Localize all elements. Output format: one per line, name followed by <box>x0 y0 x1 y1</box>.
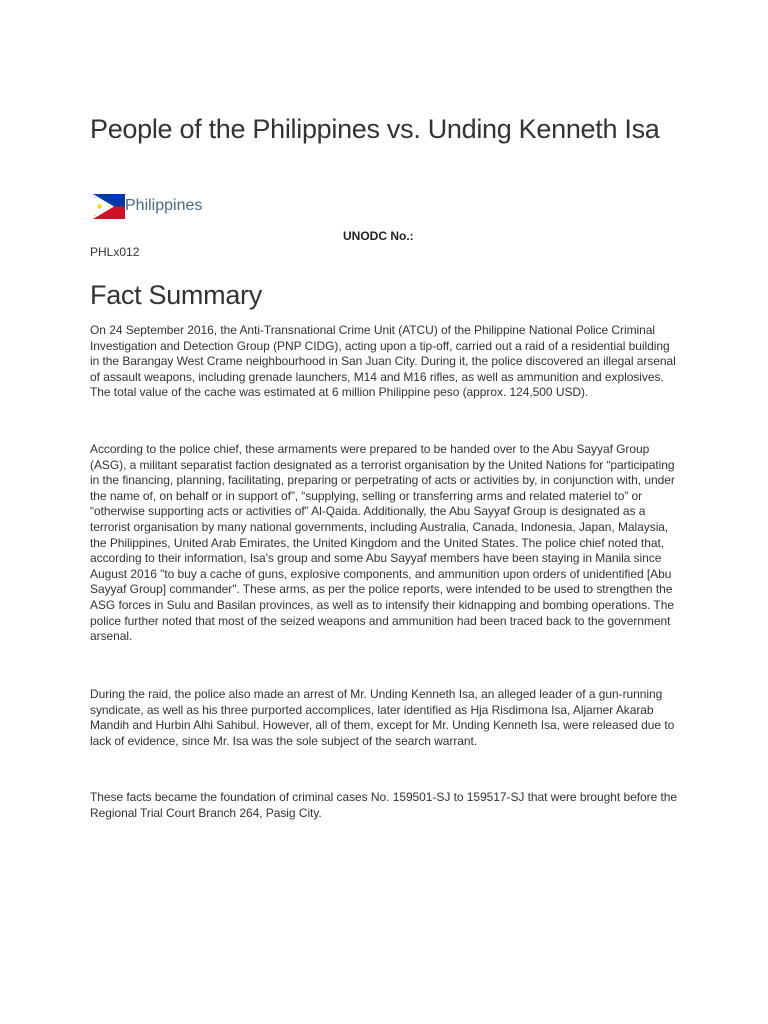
fact-paragraph-3: During the raid, the police also made an arrest of Mr. Unding Kenneth Isa, an alleged leader of a gun-running syndicate, as well as his three purported accomplices, later identified as Hja Risdimona Isa, Aljamer Akarab Mandih and Hurbin Alhi Sahibul. However, all of them, except for Mr. Unding Kenneth Isa, were released due to lack of evidence, since Mr. Isa was the sole subject of the search warrant. <box>90 687 675 748</box>
document-title: People of the Philippines vs. Unding Kenneth Isa <box>90 114 660 144</box>
unodc-number-value: PHLx012 <box>90 245 140 259</box>
fact-paragraph-1: On 24 September 2016, the Anti-Transnational Crime Unit (ATCU) of the Philippine National Police Criminal Investigation and Detection Group (PNP CIDG), acting upon a tip-off, carried out a raid of a residential building in the Barangay West Crame neighbourhood in San Juan City. During it, the police discovered an illegal arsenal of assault weapons, including grenade launchers, M14 and M16 rifles, as well as ammunition and explosives. The total value of the cache was estimated at 6 million Philippine peso (approx. 124,500 USD). <box>90 323 676 400</box>
country-link[interactable] <box>93 193 202 219</box>
fact-paragraph-4: These facts became the foundation of criminal cases No. 159501-SJ to 159517-SJ that were brought before the Regional Trial Court Branch 264, Pasig City. <box>90 790 678 820</box>
unodc-number-label: UNODC No.: <box>343 229 414 243</box>
fact-paragraph-2: According to the police chief, these armaments were prepared to be handed over to the Abu Sayyaf Group (ASG), a militant separatist faction designated as a terrorist organisation by the United Nations for “participating in the financing, planning, facilitating, preparing or perpetrating of acts or activities by, in conjunction with, under the name of, on behalf or in support of”, “supplying, selling or transferring arms and related materiel to” or “otherwise supporting acts or activities of” Al-Qaida. Additionally, the Abu Sayyaf Group is designated as a terrorist organisation by many national governments, including Australia, Canada, Indonesia, Japan, Malaysia, the Philippines, United Arab Emirates, the United Kingdom and the United States. The police chief noted that, according to their information, Isa's group and some Abu Sayyaf members have been staying in Manila since August 2016 "to buy a cache of guns, explosive components, and ammunition upon orders of unidentified [Abu Sayyaf Group] commander". These arms, as per the police reports, were intended to be used to strengthen the ASG forces in Sulu and Basilan provinces, as well as to intensify their kidnapping and bombing operations. The police further noted that most of the seized weapons and ammunition had been traced back to the government arsenal. <box>90 442 675 644</box>
fact-summary-heading: Fact Summary <box>90 280 262 310</box>
philippines-flag-icon <box>93 194 125 219</box>
country-name[interactable]: Philippines <box>125 197 203 214</box>
